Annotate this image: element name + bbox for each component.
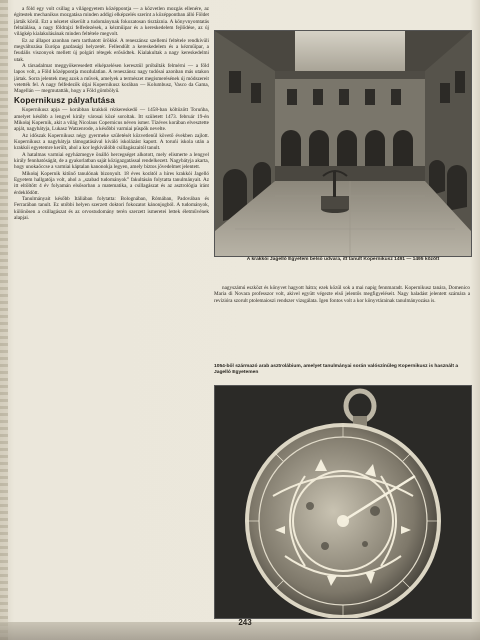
section-heading: Kopernikusz pályafutása	[14, 95, 116, 105]
page-number: 243	[238, 618, 252, 627]
paragraph: Kopernikusz apja — korábban krakkói rézkereskedő — 1458-ban költözött Toruńba, amelyet később a lengyel király városai közé soroltak. Itt született 1473. február 19-én Mikołaj Kopernik, akit a világ Nicolaus Copernicus néven ismer. Tízéves korában elvesztette apját, nagybátyja, Lukasz Watzenrode, a későbbi varmiai püspök nevelte.	[14, 107, 209, 133]
right-text-column	[214, 285, 470, 363]
paragraph: A társadalmat meggyökeresedett elképzelésen keresztül próbálták felmérni — a föld lapos volt, a Föld középpontja mozdulatlan. A reneszánsz nagy tudósai azonban más utakon jártak. Sorra jelentek meg azok a művek, amelyek a természet megismerésének új módszereit vetették fel. A nagy felfedezők útjai Kopernikusz korában — Kolumbusz, Vasco da Gama, Magellán — megmutatták, hogy a Föld gömbölyű.	[14, 63, 209, 95]
paragraph: Tanulmányait később Itáliában folytatta: Bolognában, Rómában, Padovában és Ferrarában tanult. Ez utóbbi helyen szerzett doktori fokozatot kánonjogból. A tudományok, különösen a csillagászat és az orvostudomány terén szerzett ismeretei lettek életművének alapjai.	[14, 195, 209, 221]
paragraph: nagyszámú eszközt és könyvet hagyott hátra; ezek közül sok a mai napig fennmaradt. Kopernikusz tanára, Domenico Maria di Novara professzor volt, akivel együtt végezte első jelentős megfigyeléseit. Nagy haladást jelentett számára a revízióra szorult ptolemaioszi rendszer vizsgálata. Igen fontos volt a kor könyvtárainak tanulmányozása is.	[214, 285, 470, 304]
paragraph: A hatalmas varmiai egyházmegye önálló hercegséget alkotott, mely elismerte a lengyel király fennhatóságát, de a gyakorlatban saját közigazgatással rendelkezett. Nagybátyja akarta, hogy unokaöccse a varmiai káptalan kanonokja legyen, amely biztos jövedelmet jelentett.	[14, 151, 209, 171]
left-text-column	[14, 6, 209, 634]
university-courtyard-photo	[214, 30, 472, 257]
photo-caption: 1054-ből származó arab asztrolábium, amelyet tanulmányai során valószínűleg Kopernikusz is használt a Jagelló Egyetemen	[214, 364, 459, 375]
paragraph: Ez az állapot azonban nem tarthatott örökké. A reneszánsz szellemi feltétele rendkívüli megváltozása Európa gazdasági helyzetét. Fellendült a kereskedelem és a kézműipar, a feudális viszonyok mellett új polgári rétegek erősödtek. Kialakultak a nagy kereskedelmi utak.	[14, 37, 209, 63]
astrolabe-photo	[214, 385, 472, 619]
paragraph: a föld egy volt csillag a világegyetem középpontja — a közvetlen mozgás ellenére, az égitestek mechanikus mozgatása minden addigi elképzelés szerint a középpontban álló Földet járták körül. Ezt a nézetet sikerült a tudománynak fokozatosan tisztáznia. A könyvnyomtatás feltalálása, a nagy földrajzi felfedezések, a kézműipar és a kereskedelem fejlődése, az új világkép kialakulásának minden feltétele megvolt.	[14, 6, 209, 38]
page-binding-edge	[0, 0, 8, 640]
paragraph: Az időszak Kopernikusz négy gyermeke születését közvetlenül követő években zajlott. Kopernikusz a nagybátyja támogatásával kiváló iskolázást kapott. A toruńi iskola után a krakkói egyetemre került, ahol a kor legkiválóbb csillagászaitól tanult.	[14, 132, 209, 152]
paragraph: Mikołaj Kopernik kitűnő tanulónak bizonyult. 18 éves korától a híres krakkói Jagelló Egyetem hallgatója volt, ahol a „szabad tudományok” fakultásán folytatta tanulmányait. Az itt eltöltött 4 év folyamán elsősorban a matematika, a csillagászat és az asztrológia iránt érdeklődött.	[14, 170, 209, 196]
photo-caption: A krakkói Jagelló Egyetem belső udvara, itt tanult Kopernikusz 1491 — 1495 között	[246, 257, 440, 262]
